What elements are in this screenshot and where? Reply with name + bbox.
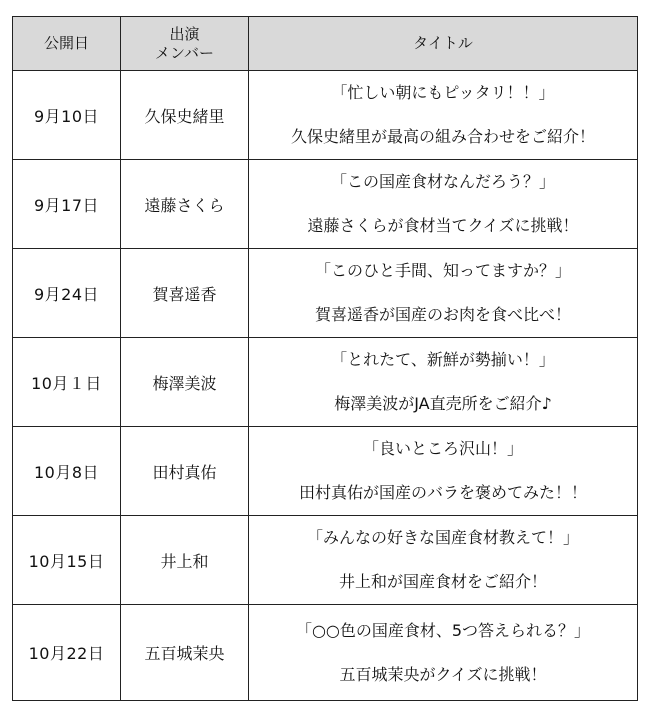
- table-header-row: [13, 17, 638, 71]
- date-cell: 10月15日: [13, 516, 121, 605]
- title-cell: [249, 516, 638, 605]
- title-description: 田村真佑が国産のバラを褒めてみた！！: [298, 483, 587, 502]
- table-row: [13, 516, 638, 605]
- title-headline: 「この国産食材なんだろう？」: [330, 172, 555, 191]
- member-cell: 井上和: [121, 516, 249, 605]
- title-description: 久保史緒里が最高の組み合わせをご紹介！: [290, 127, 595, 146]
- title-cell: [249, 160, 638, 249]
- title-description: 遠藤さくらが食材当てクイズに挑戦！: [307, 216, 579, 235]
- header-date: 公開日: [13, 17, 121, 71]
- title-headline: 「良いところ沢山！」: [362, 439, 523, 458]
- table-row: [13, 338, 638, 427]
- date-cell: 10月8日: [13, 427, 121, 516]
- title-description: 井上和が国産食材をご紹介！: [338, 572, 547, 591]
- table-row: [13, 427, 638, 516]
- header-title: タイトル: [249, 17, 638, 71]
- member-cell: 梅澤美波: [121, 338, 249, 427]
- title-headline: 「○○色の国産食材、5つ答えられる？」: [295, 620, 591, 640]
- release-schedule-table: [12, 16, 638, 701]
- date-cell: 9月24日: [13, 249, 121, 338]
- member-cell: 田村真佑: [121, 427, 249, 516]
- title-description: 五百城茉央がクイズに挑戦！: [339, 664, 547, 684]
- title-cell: [249, 249, 638, 338]
- title-headline: 「このひと手間、知ってますか？」: [314, 261, 571, 280]
- header-member-line2: メンバー: [155, 43, 214, 62]
- header-member: [121, 17, 249, 71]
- title-headline: 「みんなの好きな国産食材教えて！」: [306, 528, 579, 547]
- title-cell: [249, 605, 638, 701]
- title-headline: 「忙しい朝にもピッタリ！！」: [331, 83, 555, 102]
- member-cell: 五百城茉央: [121, 605, 249, 701]
- title-description: 賀喜遥香が国産のお肉を食べ比べ！: [314, 305, 571, 324]
- date-cell: 10月22日: [13, 605, 121, 701]
- title-headline: 「とれたて、新鮮が勢揃い！」: [331, 350, 555, 369]
- member-cell: 久保史緒里: [121, 71, 249, 160]
- title-cell: [249, 71, 638, 160]
- member-cell: 賀喜遥香: [121, 249, 249, 338]
- member-cell: 遠藤さくら: [121, 160, 249, 249]
- table-row: [13, 605, 638, 701]
- title-cell: [249, 427, 638, 516]
- table-row: [13, 71, 638, 160]
- header-member-line1: 出演: [169, 24, 200, 43]
- date-cell: 9月10日: [13, 71, 121, 160]
- table-row: [13, 249, 638, 338]
- date-cell: 10月１日: [13, 338, 121, 427]
- table-row: [13, 160, 638, 249]
- title-description: 梅澤美波がJA直売所をご紹介♪: [334, 394, 552, 413]
- date-cell: 9月17日: [13, 160, 121, 249]
- title-cell: [249, 338, 638, 427]
